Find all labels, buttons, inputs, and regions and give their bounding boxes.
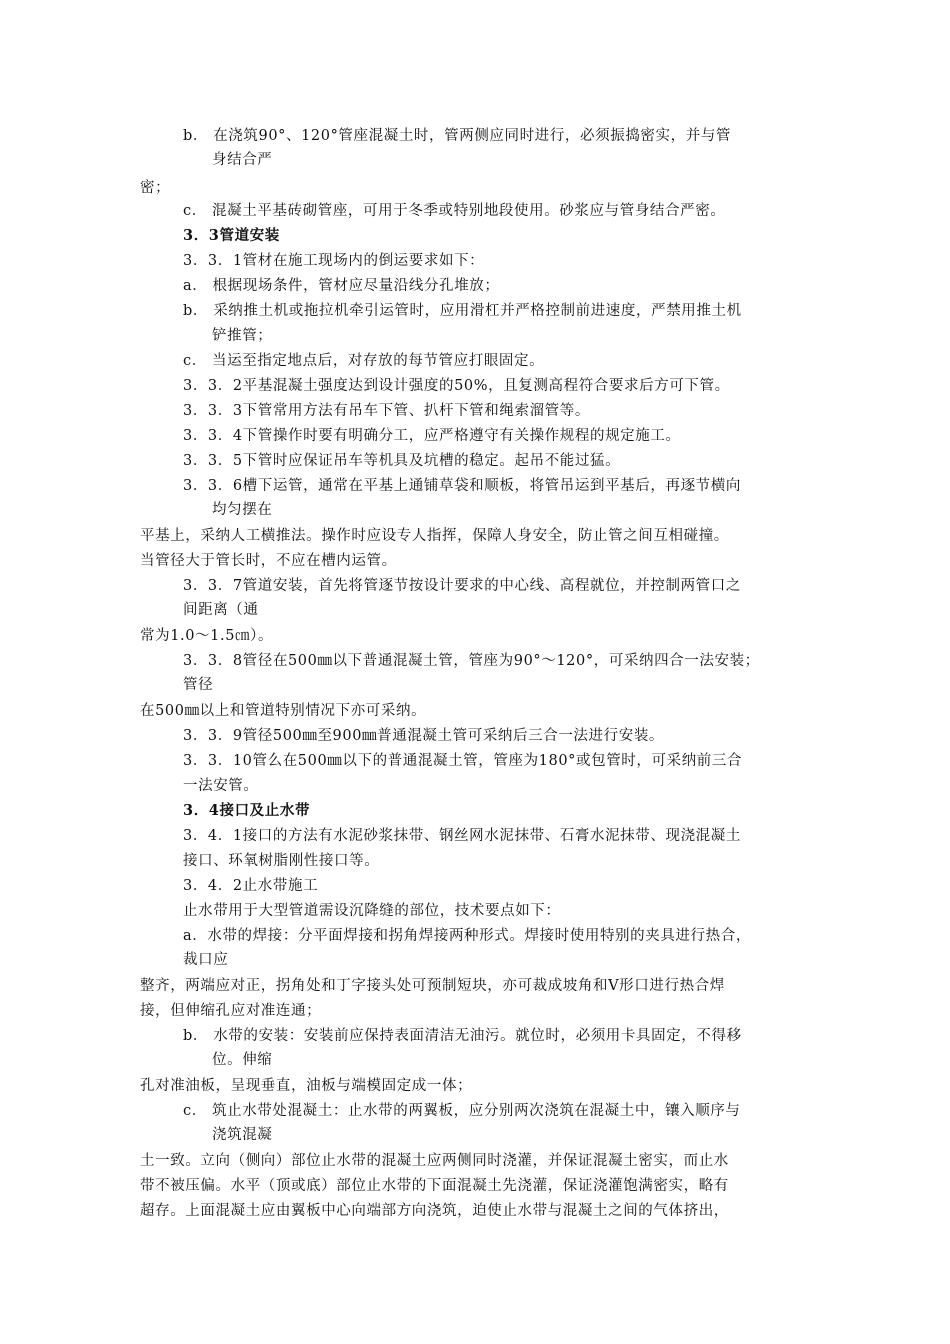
text-line: b． 采纳推土机或拖拉机牵引运管时，应用滑杠并严格控制前进速度，严禁用推土机: [183, 303, 742, 319]
text-line: c． 混凝土平基砖砌管座，可用于冬季或特别地段使用。砂浆应与管身结合严密。: [183, 203, 726, 219]
section-heading: 3．3管道安装: [183, 227, 280, 244]
text-line: a． 根据现场条件，管材应尽量沿线分孔堆放；: [183, 278, 500, 294]
text-line: c． 当运至指定地点后，对存放的每节管应打眼固定。: [183, 353, 545, 369]
text-line: 3．3．8管径在500㎜以下普通混凝土管，管座为90°～120°，可采纳四合一法安装；: [183, 653, 760, 669]
text-line: 3．3．6槽下运管，通常在平基上通铺草袋和顺板，将管吊运到平基后，再逐节横向: [183, 478, 741, 494]
text-line: 止水带用于大型管道需设沉降缝的部位，技术要点如下：: [183, 903, 561, 919]
text-line: 间距离（通: [183, 602, 259, 618]
text-line: 位。伸缩: [212, 1052, 273, 1068]
text-line: 管径: [183, 677, 214, 693]
text-line: 裁口应: [183, 952, 229, 968]
text-line: 整齐，两端应对正，拐角处和丁字接头处可预制短块，亦可裁成坡角和V形口进行热合焊: [140, 978, 725, 994]
text-line: 接口、环氧树脂刚性接口等。: [183, 853, 380, 869]
text-line: 3．3．4下管操作时要有明确分工，应严格遵守有关操作规程的规定施工。: [183, 428, 681, 444]
text-line: 身结合严: [212, 152, 273, 168]
text-line: 3．3．7管道安装，首先将管逐节按设计要求的中心线、高程就位，并控制两管口之: [183, 578, 741, 594]
text-line: a．水带的焊接：分平面焊接和拐角焊接两种形式。焊接时使用特别的夹具进行热合，: [183, 928, 751, 944]
text-line: 一法安管。: [183, 778, 259, 794]
text-line: 孔对准油板，呈现垂直，油板与端模固定成一体；: [140, 1078, 473, 1094]
text-line: 常为1.0～1.5㎝）。: [140, 628, 274, 644]
text-line: b． 在浇筑90°、120°管座混凝土时，管两侧应同时进行，必须振捣密实，并与管: [183, 128, 732, 144]
section-heading: 3．4接口及止水带: [183, 802, 311, 819]
text-line: 3．3．5下管时应保证吊车等机具及坑槽的稳定。起吊不能过猛。: [183, 453, 621, 469]
text-line: 在500㎜以上和管道特别情况下亦可采纳。: [140, 703, 427, 719]
text-line: 均匀摆在: [212, 502, 273, 518]
text-line: 当管径大于管长时，不应在槽内运管。: [140, 553, 397, 569]
text-line: 带不被压偏。水平（顶或底）部位止水带的下面混凝土先浇灌，保证浇灌饱满密实，略有: [140, 1178, 729, 1194]
text-line: 浇筑混凝: [212, 1127, 273, 1143]
text-line: 铲推管；: [212, 328, 273, 344]
text-line: 3．3．9管径500㎜至900㎜普通混凝土管可采纳后三合一法进行安装。: [183, 728, 665, 744]
text-line: 3．3．2平基混凝土强度达到设计强度的50%，且复测高程符合要求后方可下管。: [183, 378, 730, 394]
text-line: 3．3．1管材在施工现场内的倒运要求如下：: [183, 253, 485, 269]
text-line: 3．4．2止水带施工: [183, 878, 319, 894]
text-line: 平基上，采纳人工横推法。操作时应设专人指挥，保障人身安全，防止管之间互相碰撞。: [140, 528, 729, 544]
text-line: c． 筑止水带处混凝土：止水带的两翼板，应分别两次浇筑在混凝土中，镶入顺序与: [183, 1103, 741, 1119]
text-line: b． 水带的安装：安装前应保持表面清洁无油污。就位时，必须用卡具固定，不得移: [183, 1028, 742, 1044]
text-line: 3．4．1接口的方法有水泥砂浆抹带、钢丝网水泥抹带、石膏水泥抹带、现浇混凝土: [183, 828, 741, 844]
text-line: 密；: [140, 180, 171, 196]
text-line: 接，但伸缩孔应对准连通；: [140, 1003, 322, 1019]
text-line: 3．3．3下管常用方法有吊车下管、扒杆下管和绳索溜管等。: [183, 403, 590, 419]
text-line: 土一致。立向（侧向）部位止水带的混凝土应两侧同时浇灌，并保证混凝土密实，而止水: [140, 1153, 729, 1169]
text-line: 超存。上面混凝土应由翼板中心向端部方向浇筑，迫使止水带与混凝土之间的气体挤出，: [140, 1203, 729, 1219]
text-line: 3．3．10管么在500㎜以下的普通混凝土管，管座为180°或包管时，可采纳前三合: [183, 753, 743, 769]
